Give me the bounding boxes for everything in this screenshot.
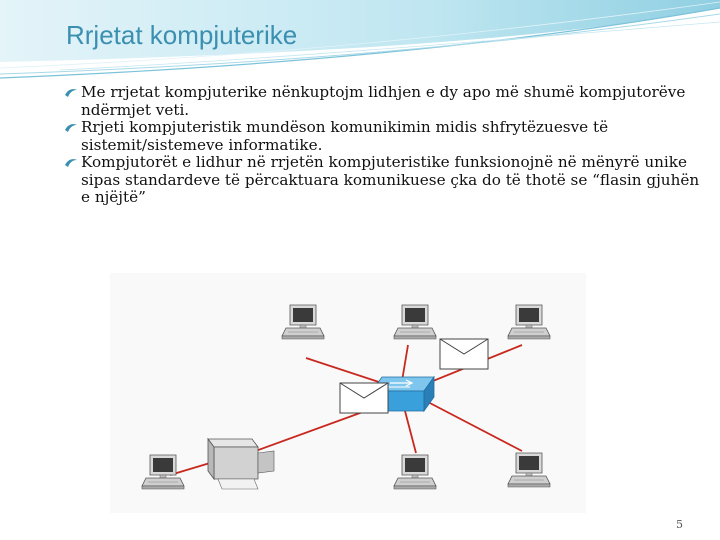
bullet-swoosh-icon [64,122,78,134]
bullet-list [64,84,704,207]
bullet-swoosh-icon [64,87,78,99]
page-number: 5 [676,518,683,531]
computer-icon [508,305,550,339]
bullet-item [64,119,704,154]
computer-icon [394,455,436,489]
computer-icon [508,453,550,487]
bullet-swoosh-icon [64,157,78,169]
network-diagram [110,273,586,513]
envelope-icon [340,383,388,413]
printer-icon [208,439,274,489]
bullet-item [64,84,704,119]
bullet-text: Rrjeti kompjuteristik mundëson komunikimin midis shfrytëzuesve të sistemit/sistemeve informatike. [81,118,609,154]
computer-icon [394,305,436,339]
bullet-item [64,154,704,207]
envelope-icon [440,339,488,369]
bullet-text: Kompjutorët e lidhur në rrjetën kompjuteristike funksionojnë në mënyrë unike sipas standardeve të përcaktuara komunikuese çka do të thotë se “flasin gjuhën e njëjtë” [81,153,700,206]
bullet-text: Me rrjetat kompjuterike nënkuptojm lidhjen e dy apo më shumë kompjutorëve ndërmjet veti. [81,83,686,119]
computer-icon [282,305,324,339]
slide-title: Rrjetat kompjuterike [66,20,298,50]
